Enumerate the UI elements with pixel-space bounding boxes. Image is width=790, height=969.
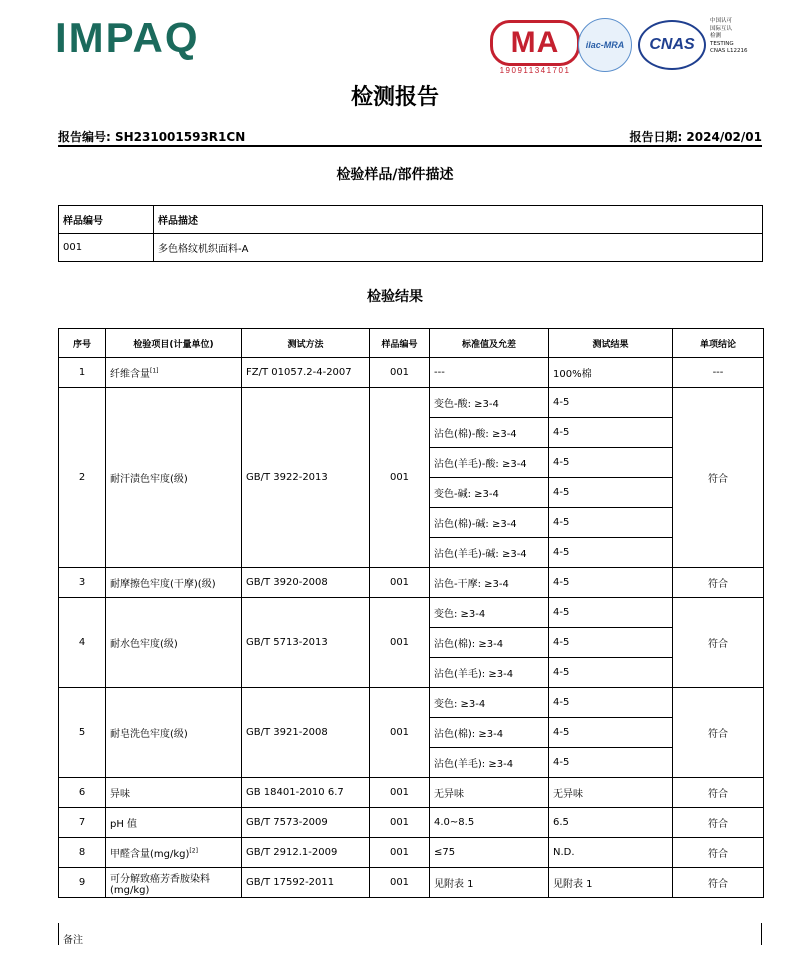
- test-item: [106, 568, 242, 598]
- sample-id: 001: [370, 688, 430, 778]
- col-header-sample: 样品编号: [370, 329, 430, 358]
- results-table-header: [59, 329, 764, 358]
- test-result: 4-5: [549, 538, 673, 568]
- test-item: [106, 388, 242, 568]
- standard-value: 4.0~8.5: [430, 808, 549, 838]
- test-item: [106, 838, 242, 868]
- conclusion: 符合: [673, 868, 764, 898]
- test-method: GB/T 3921-2008: [242, 688, 370, 778]
- report-meta: [58, 128, 762, 147]
- test-result: 4-5: [549, 448, 673, 478]
- sample-id: 001: [370, 358, 430, 388]
- test-item-label: 耐汗渍色牢度(级): [110, 474, 188, 485]
- table-row: [59, 234, 763, 262]
- standard-value: 变色-碱: ≥3-4: [430, 478, 549, 508]
- remarks: 备注: [58, 923, 762, 945]
- table-row: [59, 568, 764, 598]
- row-number: 7: [59, 808, 106, 838]
- test-item-label: 耐皂洗色牢度(级): [110, 729, 188, 740]
- row-number: 9: [59, 868, 106, 898]
- test-method: GB/T 7573-2009: [242, 808, 370, 838]
- standard-value: 沾色(棉): ≥3-4: [430, 628, 549, 658]
- conclusion: ---: [673, 358, 764, 388]
- conclusion: 符合: [673, 688, 764, 778]
- sample-desc-header: 样品描述: [154, 206, 763, 234]
- test-result: 4-5: [549, 718, 673, 748]
- table-row: [59, 388, 764, 418]
- sample-id: 001: [59, 234, 154, 262]
- standard-value: 沾色(棉)-酸: ≥3-4: [430, 418, 549, 448]
- test-result: 4-5: [549, 658, 673, 688]
- report-number: 报告编号: SH231001593R1CN: [58, 130, 246, 144]
- col-header-item: 检验项目(计量单位): [106, 329, 242, 358]
- test-result: 4-5: [549, 748, 673, 778]
- test-item-label: 耐水色牢度(级): [110, 639, 178, 650]
- test-item: [106, 358, 242, 388]
- col-header-method: 测试方法: [242, 329, 370, 358]
- test-result: 4-5: [549, 478, 673, 508]
- standard-value: 变色: ≥3-4: [430, 688, 549, 718]
- report-date: 报告日期: 2024/02/01: [629, 130, 762, 144]
- sample-id: 001: [370, 568, 430, 598]
- standard-value: 沾色(棉)-碱: ≥3-4: [430, 508, 549, 538]
- test-method: GB/T 3922-2013: [242, 388, 370, 568]
- test-method: GB 18401-2010 6.7: [242, 778, 370, 808]
- test-item-label: 耐摩擦色牢度(干摩)(级): [110, 579, 216, 590]
- sample-table: [58, 205, 763, 262]
- sample-id: 001: [370, 598, 430, 688]
- test-item-label: pH 值: [110, 819, 138, 830]
- test-item-label: 甲醛含量(mg/kg): [110, 849, 190, 860]
- test-result: 见附表 1: [549, 868, 673, 898]
- cnas-line: TESTING: [710, 40, 734, 47]
- table-row: [59, 778, 764, 808]
- test-item: [106, 808, 242, 838]
- cnas-accreditation-text: [710, 18, 780, 56]
- footnote-ref: [2]: [189, 847, 198, 855]
- standard-value: 无异味: [430, 778, 549, 808]
- test-item: [106, 868, 242, 898]
- sample-id: 001: [370, 868, 430, 898]
- conclusion: 符合: [673, 838, 764, 868]
- conclusion: 符合: [673, 568, 764, 598]
- test-method: GB/T 17592-2011: [242, 868, 370, 898]
- standard-value: 沾色(羊毛): ≥3-4: [430, 748, 549, 778]
- test-result: 无异味: [549, 778, 673, 808]
- cma-number: 190911341701: [499, 66, 571, 75]
- test-result: 100%棉: [549, 358, 673, 388]
- sample-description: 多色格纹机织面料-A: [154, 234, 763, 262]
- row-number: 5: [59, 688, 106, 778]
- standard-value: 沾色(羊毛)-碱: ≥3-4: [430, 538, 549, 568]
- row-number: 3: [59, 568, 106, 598]
- standard-value: 沾色(棉): ≥3-4: [430, 718, 549, 748]
- sample-table-header: [59, 206, 763, 234]
- standard-value: 见附表 1: [430, 868, 549, 898]
- cnas-mark: CNAS: [638, 20, 706, 70]
- cma-mark: [490, 20, 580, 66]
- row-number: 6: [59, 778, 106, 808]
- brand-logo: IMPAQ: [55, 14, 200, 61]
- results-section-title: 检验结果: [367, 289, 423, 305]
- conclusion: 符合: [673, 808, 764, 838]
- test-result: 4-5: [549, 508, 673, 538]
- footnote-ref: [1]: [150, 367, 159, 375]
- ilac-mra-mark: ilac-MRA: [578, 18, 632, 72]
- sample-id: 001: [370, 388, 430, 568]
- col-header-result: 测试结果: [549, 329, 673, 358]
- conclusion: 符合: [673, 388, 764, 568]
- standard-value: ≤75: [430, 838, 549, 868]
- test-item: [106, 778, 242, 808]
- standard-value: 沾色-干摩: ≥3-4: [430, 568, 549, 598]
- test-item-label: 纤维含量: [110, 369, 150, 380]
- conclusion: 符合: [673, 598, 764, 688]
- certification-logos: [490, 16, 780, 78]
- test-result: N.D.: [549, 838, 673, 868]
- sample-section-title: 检验样品/部件描述: [336, 167, 454, 183]
- row-number: 2: [59, 388, 106, 568]
- test-result: 4-5: [549, 568, 673, 598]
- row-number: 4: [59, 598, 106, 688]
- table-row: [59, 598, 764, 628]
- test-item-label: 可分解致癌芳香胺染料(mg/kg): [110, 873, 210, 896]
- sample-id: 001: [370, 838, 430, 868]
- cnas-line: CNAS L12216: [710, 48, 748, 54]
- standard-value: 变色-酸: ≥3-4: [430, 388, 549, 418]
- standard-value: 沾色(羊毛): ≥3-4: [430, 658, 549, 688]
- test-result: 6.5: [549, 808, 673, 838]
- test-result: 4-5: [549, 688, 673, 718]
- cnas-line: 中国认可: [710, 18, 733, 24]
- table-row: [59, 688, 764, 718]
- test-method: GB/T 2912.1-2009: [242, 838, 370, 868]
- test-item: [106, 598, 242, 688]
- test-item-label: 异味: [110, 789, 130, 800]
- table-row: [59, 808, 764, 838]
- conclusion: 符合: [673, 778, 764, 808]
- col-header-conclusion: 单项结论: [673, 329, 764, 358]
- test-result: 4-5: [549, 388, 673, 418]
- test-method: GB/T 5713-2013: [242, 598, 370, 688]
- table-row: [59, 358, 764, 388]
- cma-label: MA: [510, 26, 560, 59]
- test-method: FZ/T 01057.2-4-2007: [242, 358, 370, 388]
- test-result: 4-5: [549, 418, 673, 448]
- cnas-line: 检测: [710, 33, 722, 39]
- document-title: 检测报告: [350, 85, 439, 110]
- standard-value: 变色: ≥3-4: [430, 598, 549, 628]
- cnas-line: 国际互认: [710, 25, 733, 32]
- row-number: 8: [59, 838, 106, 868]
- row-number: 1: [59, 358, 106, 388]
- table-row: [59, 838, 764, 868]
- sample-id: 001: [370, 808, 430, 838]
- test-result: 4-5: [549, 598, 673, 628]
- sample-id: 001: [370, 778, 430, 808]
- results-table: [58, 328, 764, 898]
- standard-value: ---: [430, 358, 549, 388]
- standard-value: 沾色(羊毛)-酸: ≥3-4: [430, 448, 549, 478]
- test-item: [106, 688, 242, 778]
- test-result: 4-5: [549, 628, 673, 658]
- col-header-criteria: 标准值及允差: [430, 329, 549, 358]
- test-method: GB/T 3920-2008: [242, 568, 370, 598]
- table-row: [59, 868, 764, 898]
- sample-id-header: 样品编号: [59, 206, 154, 234]
- col-header-no: 序号: [59, 329, 106, 358]
